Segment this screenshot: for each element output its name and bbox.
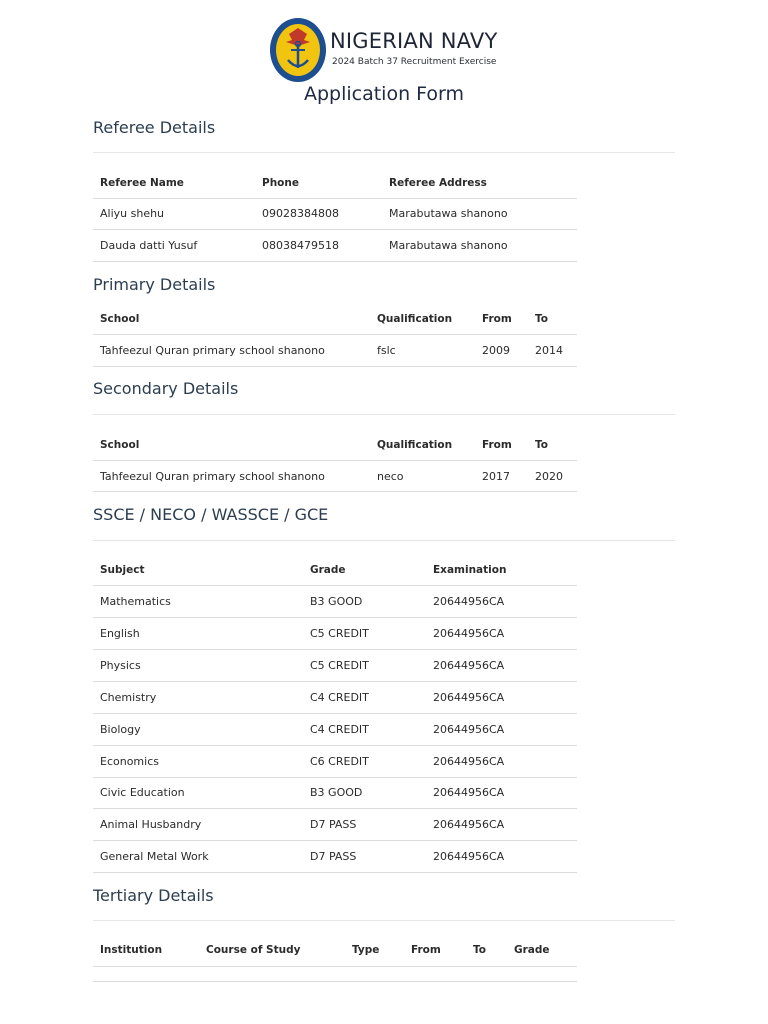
table-rule [93, 966, 577, 967]
section-divider [93, 920, 675, 921]
column-header: Examination [433, 564, 507, 576]
table-cell: Animal Husbandry [100, 818, 202, 831]
column-header: Phone [262, 177, 299, 189]
primary-section-title: Primary Details [93, 275, 216, 294]
table-cell: D7 PASS [310, 818, 357, 831]
table-cell: Physics [100, 659, 141, 672]
table-cell: Civic Education [100, 786, 185, 799]
column-header: From [482, 313, 512, 325]
column-header: Referee Address [389, 177, 487, 189]
table-cell: Tahfeezul Quran primary school shanono [100, 344, 325, 357]
column-header: School [100, 313, 140, 325]
column-header: Type [352, 944, 380, 956]
ssce-section-title: SSCE / NECO / WASSCE / GCE [93, 505, 329, 524]
table-rule [93, 808, 577, 809]
table-rule [93, 981, 577, 982]
table-cell: 20644956CA [433, 818, 505, 831]
table-rule [93, 649, 577, 650]
column-header: To [535, 313, 548, 325]
column-header: Grade [310, 564, 346, 576]
page-header [0, 14, 768, 86]
table-rule [93, 585, 577, 586]
column-header: School [100, 439, 140, 451]
table-cell: 20644956CA [433, 691, 505, 704]
column-header: Qualification [377, 439, 453, 451]
table-cell: 20644956CA [433, 755, 505, 768]
brand-title: NIGERIAN NAVY [330, 29, 498, 53]
table-cell: 09028384808 [262, 207, 339, 220]
table-cell: 20644956CA [433, 723, 505, 736]
table-rule [93, 198, 577, 199]
table-cell: D7 PASS [310, 850, 357, 863]
column-header: From [482, 439, 512, 451]
table-cell: 20644956CA [433, 595, 505, 608]
column-header: Qualification [377, 313, 453, 325]
table-cell: Biology [100, 723, 141, 736]
page-title: Application Form [303, 83, 465, 105]
table-cell: Chemistry [100, 691, 157, 704]
table-cell: 20644956CA [433, 659, 505, 672]
tertiary-section-title: Tertiary Details [93, 886, 214, 905]
column-header: Course of Study [206, 944, 301, 956]
brand-subtitle: 2024 Batch 37 Recruitment Exercise [332, 57, 497, 67]
table-rule [93, 872, 577, 873]
section-divider [93, 540, 675, 541]
column-header: Subject [100, 564, 145, 576]
table-cell: 2020 [535, 470, 563, 483]
table-rule [93, 777, 577, 778]
column-header: To [535, 439, 548, 451]
table-cell: Marabutawa shanono [389, 239, 508, 252]
table-cell: 08038479518 [262, 239, 339, 252]
table-cell: 20644956CA [433, 850, 505, 863]
table-cell: Dauda datti Yusuf [100, 239, 198, 252]
table-cell: Marabutawa shanono [389, 207, 508, 220]
table-rule [93, 261, 577, 262]
section-divider [93, 152, 675, 153]
column-header: Grade [514, 944, 550, 956]
table-rule [93, 366, 577, 367]
table-cell: English [100, 627, 140, 640]
column-header: To [473, 944, 486, 956]
table-cell: C4 CREDIT [310, 723, 369, 736]
table-cell: fslc [377, 344, 396, 357]
nigerian-navy-logo [268, 16, 328, 84]
referee-section-title: Referee Details [93, 118, 216, 137]
table-cell: C5 CREDIT [310, 627, 369, 640]
table-rule [93, 745, 577, 746]
table-cell: 20644956CA [433, 627, 505, 640]
table-rule [93, 229, 577, 230]
table-rule [93, 713, 577, 714]
secondary-section-title: Secondary Details [93, 379, 239, 398]
table-cell: B3 GOOD [310, 786, 363, 799]
section-divider [93, 414, 675, 415]
table-cell: Tahfeezul Quran primary school shanono [100, 470, 325, 483]
table-cell: C5 CREDIT [310, 659, 369, 672]
column-header: Institution [100, 944, 163, 956]
table-cell: 2014 [535, 344, 563, 357]
table-rule [93, 840, 577, 841]
column-header: Referee Name [100, 177, 184, 189]
table-rule [93, 334, 577, 335]
table-rule [93, 460, 577, 461]
table-rule [93, 681, 577, 682]
table-cell: C4 CREDIT [310, 691, 369, 704]
table-cell: 2009 [482, 344, 510, 357]
table-cell: 20644956CA [433, 786, 505, 799]
table-cell: Mathematics [100, 595, 171, 608]
table-cell: Aliyu shehu [100, 207, 165, 220]
table-cell: General Metal Work [100, 850, 209, 863]
table-cell: B3 GOOD [310, 595, 363, 608]
table-cell: Economics [100, 755, 159, 768]
table-cell: C6 CREDIT [310, 755, 369, 768]
column-header: From [411, 944, 441, 956]
table-cell: 2017 [482, 470, 510, 483]
table-cell: neco [377, 470, 404, 483]
table-rule [93, 617, 577, 618]
table-rule [93, 491, 577, 492]
